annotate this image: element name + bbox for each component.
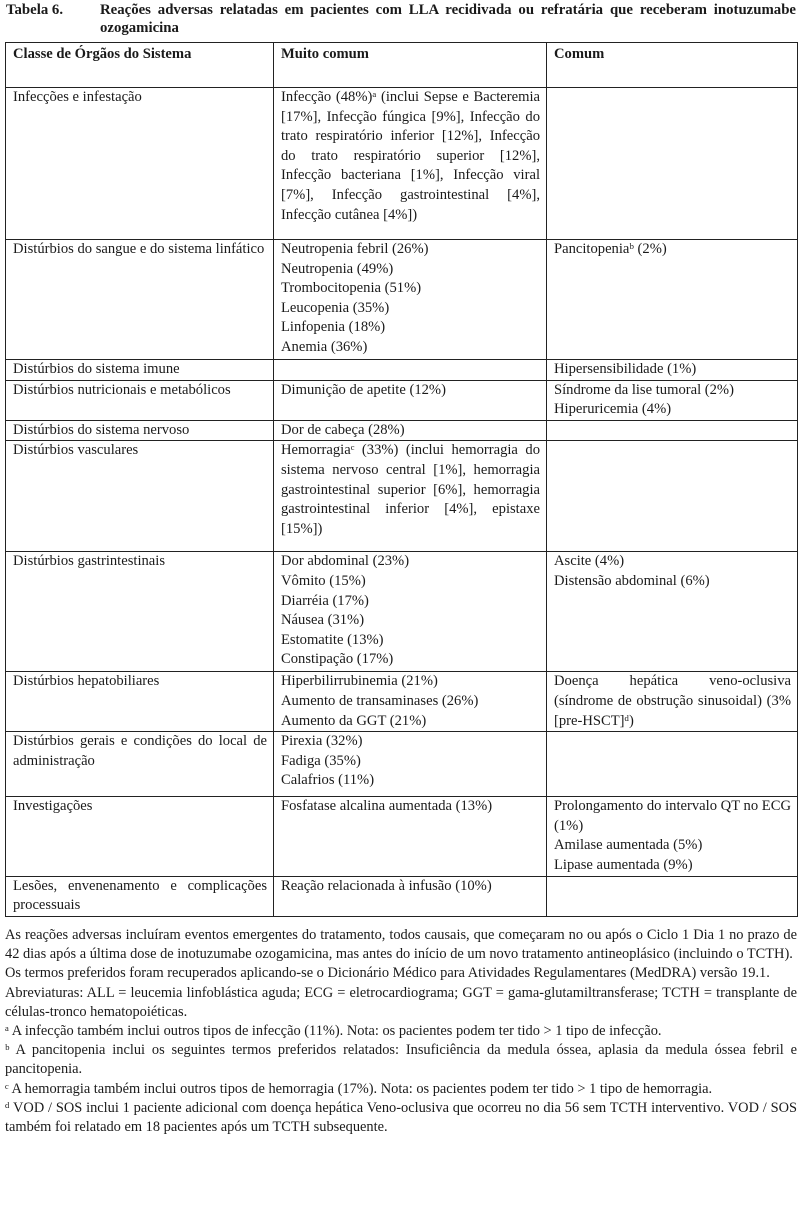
cell-line: Pancitopeniaᵇ (2%)	[554, 241, 667, 257]
cell-line: Prolongamento do intervalo QT no ECG (1%)	[554, 798, 791, 834]
common-cell	[547, 240, 798, 360]
table-header-row	[6, 43, 798, 88]
common-cell	[547, 420, 798, 441]
system-organ-class-cell: Distúrbios do sistema nervoso	[6, 420, 274, 441]
very-common-cell	[274, 420, 547, 441]
adverse-reactions-table	[5, 42, 798, 917]
footnote: Os termos preferidos foram recuperados aplicando-se o Dicionário Médico para Atividades Regulamentares (MedDRA) versão 19.1.	[5, 965, 770, 982]
cell-line: Náusea (31%)	[281, 612, 365, 629]
table-number: Tabela 6.	[6, 2, 64, 18]
cell-line: Distensão abdominal (6%)	[554, 572, 710, 589]
cell-line: Amilase aumentada (5%)	[554, 837, 703, 854]
footnote-b: ᵇ A pancitopenia inclui os seguintes termos preferidos relatados: Insuficiência da medula óssea, aplasia da medula óssea febril e pancitopenia.	[5, 1042, 797, 1078]
table-row	[6, 441, 798, 552]
cell-line: Diarréia (17%)	[281, 592, 369, 609]
table-title: Reações adversas relatadas em pacientes com LLA recidivada ou refratária que receberam inotuzumabe ozogamicina	[100, 2, 796, 36]
system-organ-class-cell: Distúrbios vasculares	[6, 441, 274, 552]
footnote-a: ᵃ A infecção também inclui outros tipos de infecção (11%). Nota: os pacientes podem ter tido > 1 tipo de infecção.	[5, 1023, 662, 1040]
system-organ-class-cell: Distúrbios gerais e condições do local de administração	[6, 732, 274, 797]
cell-line: Neutropenia febril (26%)	[281, 241, 429, 257]
cell-line: Vômito (15%)	[281, 572, 366, 589]
cell-line: Trombocitopenia (51%)	[281, 280, 422, 297]
very-common-cell	[274, 732, 547, 797]
cell-line: Ascite (4%)	[554, 553, 625, 570]
very-common-cell	[274, 360, 547, 381]
system-organ-class-cell: Lesões, envenenamento e complicações processuais	[6, 876, 274, 916]
cell-line: Leucopenia (35%)	[281, 299, 390, 316]
table-row	[6, 88, 798, 240]
common-cell: Doença hepática veno-oclusiva (síndrome de obstrução sinusoidal) (3% [pre-HSCT]ᵈ)	[547, 672, 798, 732]
system-organ-class-cell: Distúrbios hepatobiliares	[6, 672, 274, 732]
cell-line: Aumento de transaminases (26%)	[281, 692, 479, 709]
table-row	[6, 360, 798, 381]
footnote: As reações adversas incluíram eventos emergentes do tratamento, todos causais, que começaram no ou após o Ciclo 1 Dia 1 no prazo de 42 dias após a última dose de inotuzumabe ozogamicina, mas antes do início de um novo tratamento antineoplásico (incluindo o TCTH).	[5, 927, 797, 963]
system-organ-class-cell: Distúrbios do sistema imune	[6, 360, 274, 381]
common-cell	[547, 732, 798, 797]
cell-line: Dor abdominal (23%)	[281, 553, 410, 570]
table-footnotes	[5, 926, 797, 1137]
table-row	[6, 552, 798, 672]
table-row	[6, 672, 798, 732]
very-common-cell: Hemorragiaᶜ (33%) (inclui hemorragia do sistema nervoso central [1%], hemorragia gastrointestinal superior [6%], hemorragia gastrointestinal inferior [4%], epistaxe [15%])	[274, 441, 547, 552]
common-cell	[547, 876, 798, 916]
cell-line: Hipersensibilidade (1%)	[554, 361, 697, 377]
footnote: Abreviaturas: ALL = leucemia linfoblástica aguda; ECG = eletrocardiograma; GGT = gama-glutamiltransferase; TCTH = transplante de células-tronco hematopoiéticas.	[5, 984, 797, 1020]
very-common-cell	[274, 380, 547, 420]
cell-line: Pirexia (32%)	[281, 733, 363, 750]
footnote-c: ᶜ A hemorragia também inclui outros tipos de hemorragia (17%). Nota: os pacientes podem ter tido > 1 tipo de hemorragia.	[5, 1080, 713, 1097]
cell-line: Hiperuricemia (4%)	[554, 401, 672, 418]
common-cell	[547, 88, 798, 240]
table-row	[6, 380, 798, 420]
cell-line: Lipase aumentada (9%)	[554, 856, 693, 873]
cell-line: Dor de cabeça (28%)	[281, 421, 405, 438]
cell-line: Síndrome da lise tumoral (2%)	[554, 381, 734, 398]
cell-line: Aumento da GGT (21%)	[281, 712, 427, 729]
system-organ-class-cell: Distúrbios gastrintestinais	[6, 552, 274, 672]
header-very-common: Muito comum	[274, 43, 547, 88]
cell-line: Calafrios (11%)	[281, 772, 375, 789]
table-row	[6, 240, 798, 360]
header-common: Comum	[547, 43, 798, 88]
cell-line: Estomatite (13%)	[281, 631, 384, 648]
common-cell	[547, 552, 798, 672]
very-common-cell	[274, 552, 547, 672]
system-organ-class-cell: Investigações	[6, 797, 274, 876]
common-cell	[547, 441, 798, 552]
cell-line: Linfopenia (18%)	[281, 319, 386, 336]
cell-line: Anemia (36%)	[281, 338, 368, 355]
common-cell	[547, 380, 798, 420]
system-organ-class-cell: Distúrbios do sangue e do sistema linfático	[6, 240, 274, 360]
header-system-organ-class: Classe de Órgãos do Sistema	[6, 43, 274, 88]
table-row	[6, 420, 798, 441]
table-row	[6, 797, 798, 876]
cell-line: Fadiga (35%)	[281, 752, 361, 769]
cell-line: Neutropenia (49%)	[281, 260, 394, 277]
table-caption	[6, 1, 796, 37]
very-common-cell	[274, 672, 547, 732]
cell-line: Reação relacionada à infusão (10%)	[281, 877, 492, 894]
very-common-cell	[274, 876, 547, 916]
table-row	[6, 876, 798, 916]
footnote-d: ᵈ VOD / SOS inclui 1 paciente adicional com doença hepática Veno-oclusiva que ocorreu no dia 56 sem TCTH interventivo. VOD / SOS também foi relatado em 18 pacientes após um TCTH subsequente.	[5, 1099, 797, 1136]
very-common-cell	[274, 240, 547, 360]
system-organ-class-cell: Distúrbios nutricionais e metabólicos	[6, 380, 274, 420]
cell-line: Constipação (17%)	[281, 651, 394, 668]
very-common-cell: Infecção (48%)ᵃ (inclui Sepse e Bacteremia [17%], Infecção fúngica [9%], Infecção do trato respiratório inferior [12%], Infecção do trato respiratório superior [12%], Infecção bacteriana [1%], Infecção viral [7%], Infecção gastrointestinal [4%], Infecção cutânea [4%])	[274, 88, 547, 240]
system-organ-class-cell: Infecções e infestação	[6, 88, 274, 240]
very-common-cell: Fosfatase alcalina aumentada (13%)	[274, 797, 547, 876]
cell-line: Hiperbilirrubinemia (21%)	[281, 673, 438, 690]
table-row	[6, 732, 798, 797]
common-cell	[547, 360, 798, 381]
common-cell	[547, 797, 798, 876]
cell-line: Dimunição de apetite (12%)	[281, 381, 446, 398]
